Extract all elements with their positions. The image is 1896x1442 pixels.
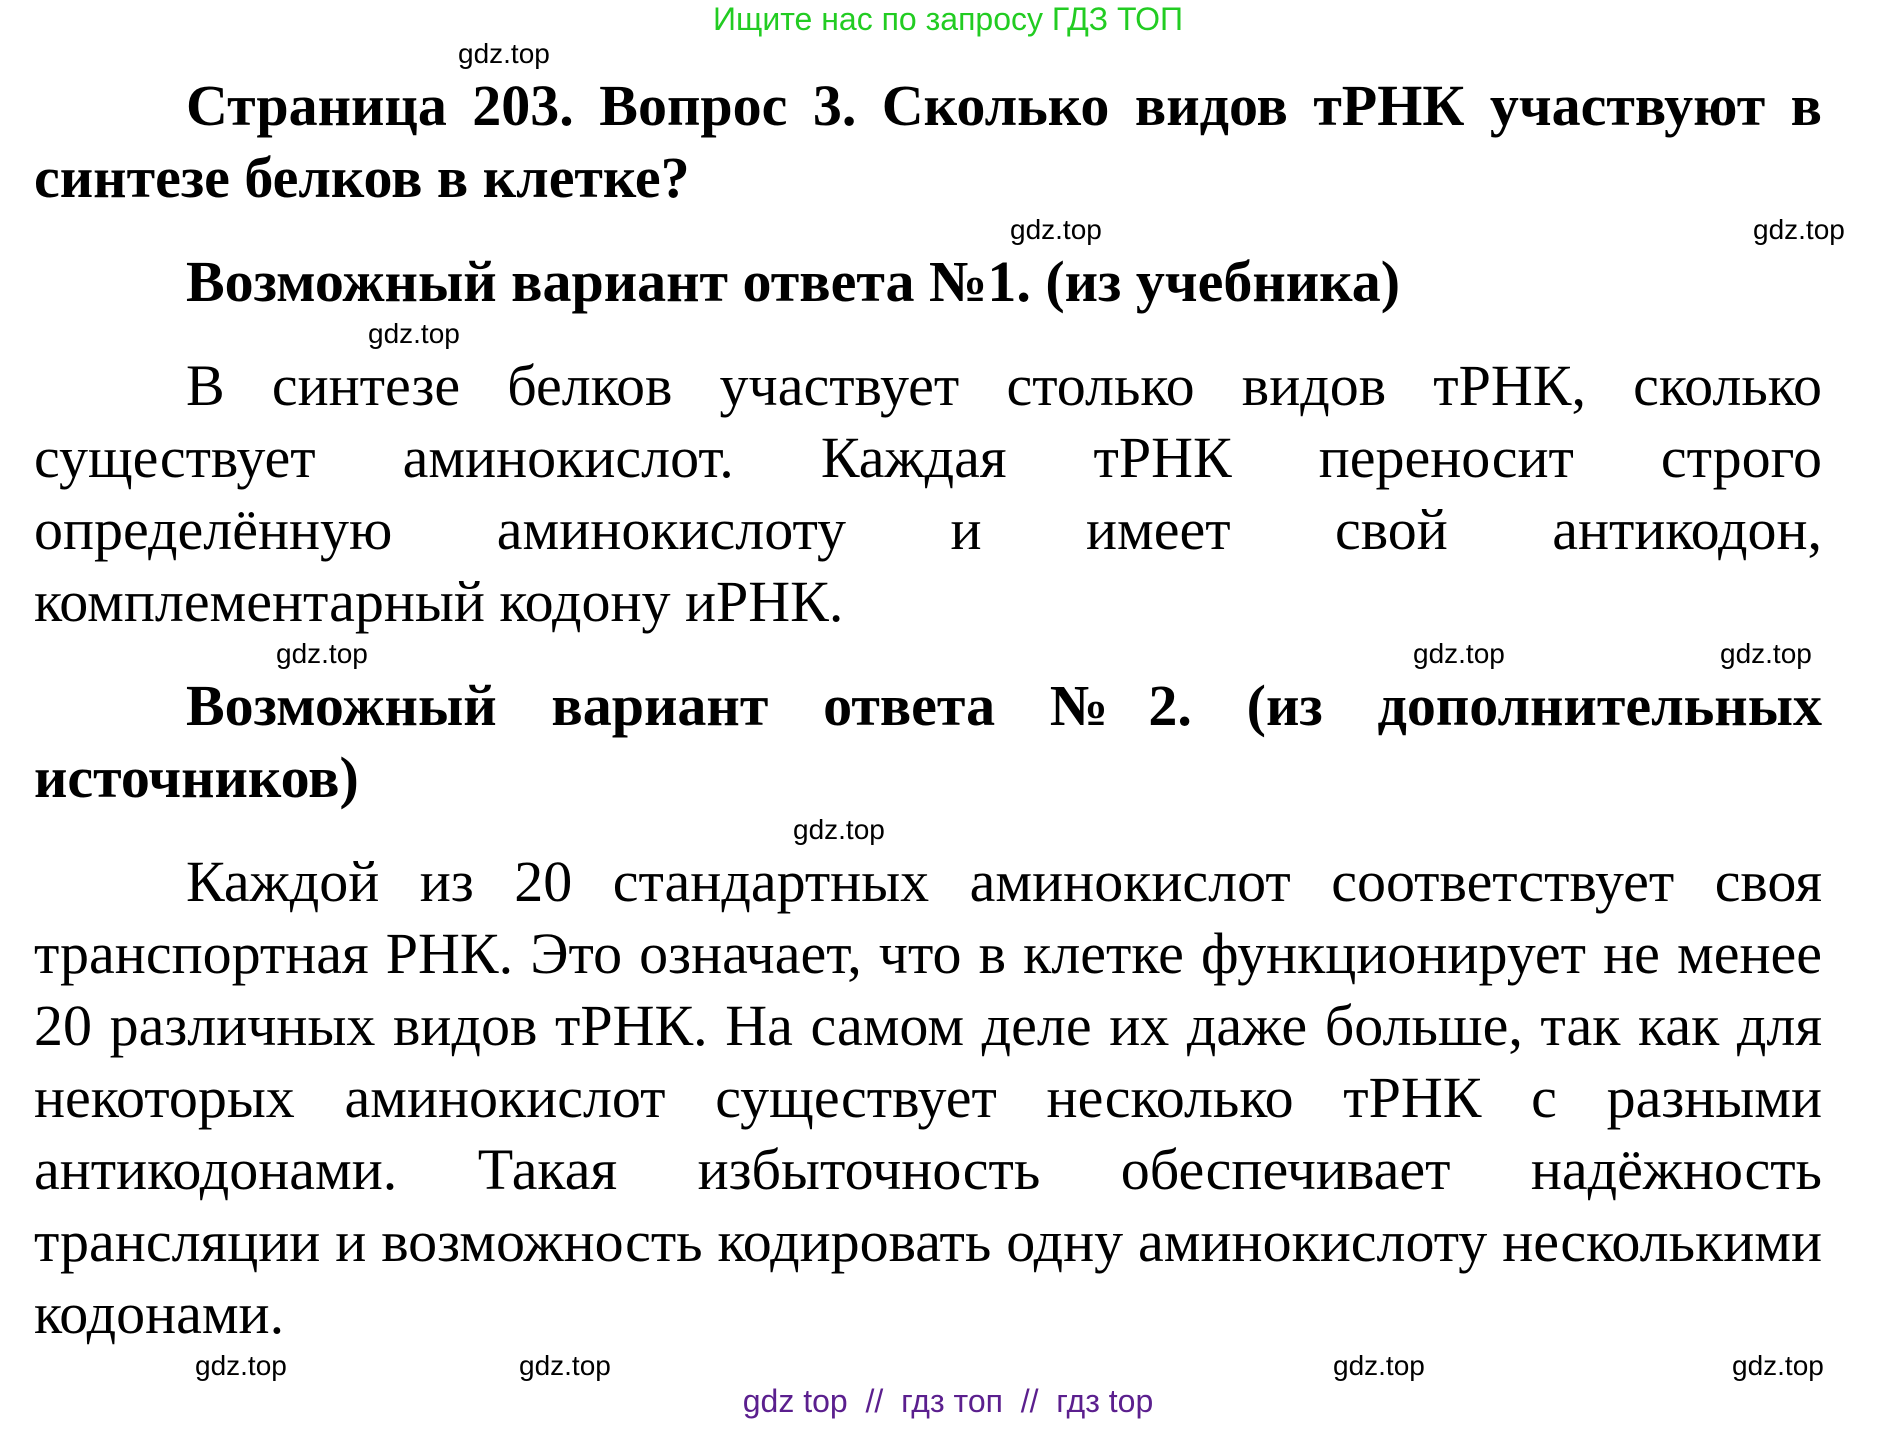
- watermark-row: [0, 214, 1896, 246]
- answer1-text: В синтезе белков участвует столько видов тРНК, сколько существует аминокислот. Каждая тРНК переносит строго определённую аминокислоту и имеет свой антикодон, комплементарный кодону иРНК.: [34, 353, 1822, 634]
- watermark-row: [0, 318, 1896, 350]
- watermark: gdz.top: [1720, 638, 1812, 669]
- question-title: Страница 203. Вопрос 3. Сколько видов тРНК участвуют в синтезе белков в клетке?: [34, 73, 1822, 210]
- answer2-text: Каждой из 20 стандартных аминокислот соответствует своя транспортная РНК. Это означает, что в клетке функционирует не менее 20 различных видов тРНК. На самом деле их даже больше, так как для некоторых аминокислот существует несколько тРНК с разными антикодонами. Такая избыточность обеспечивает надёжность трансляции и возможность кодировать одну аминокислоту несколькими кодонами.: [34, 849, 1822, 1346]
- search-hint-banner: Ищите нас по запросу ГДЗ ТОП: [713, 1, 1183, 37]
- watermark: gdz.top: [458, 38, 550, 69]
- footer-links: gdz top // гдз топ // гдз top: [742, 1383, 1154, 1419]
- watermark: gdz.top: [1333, 1350, 1425, 1381]
- watermark: gdz.top: [1732, 1350, 1824, 1381]
- watermark: gdz.top: [1010, 214, 1102, 245]
- answer2-heading: Возможный вариант ответа №2. (из дополнительных источников): [34, 673, 1822, 810]
- watermark: gdz.top: [1753, 214, 1845, 245]
- watermark-row: [0, 38, 1896, 70]
- watermark: gdz.top: [519, 1350, 611, 1381]
- watermark: gdz.top: [276, 638, 368, 669]
- watermark-row: [0, 814, 1896, 846]
- watermark: gdz.top: [368, 318, 460, 349]
- watermark: gdz.top: [195, 1350, 287, 1381]
- watermark-row: [0, 638, 1896, 670]
- answer1-heading: Возможный вариант ответа №1. (из учебника): [186, 249, 1401, 314]
- watermark-row: [0, 1350, 1896, 1382]
- watermark: gdz.top: [793, 814, 885, 845]
- watermark: gdz.top: [1413, 638, 1505, 669]
